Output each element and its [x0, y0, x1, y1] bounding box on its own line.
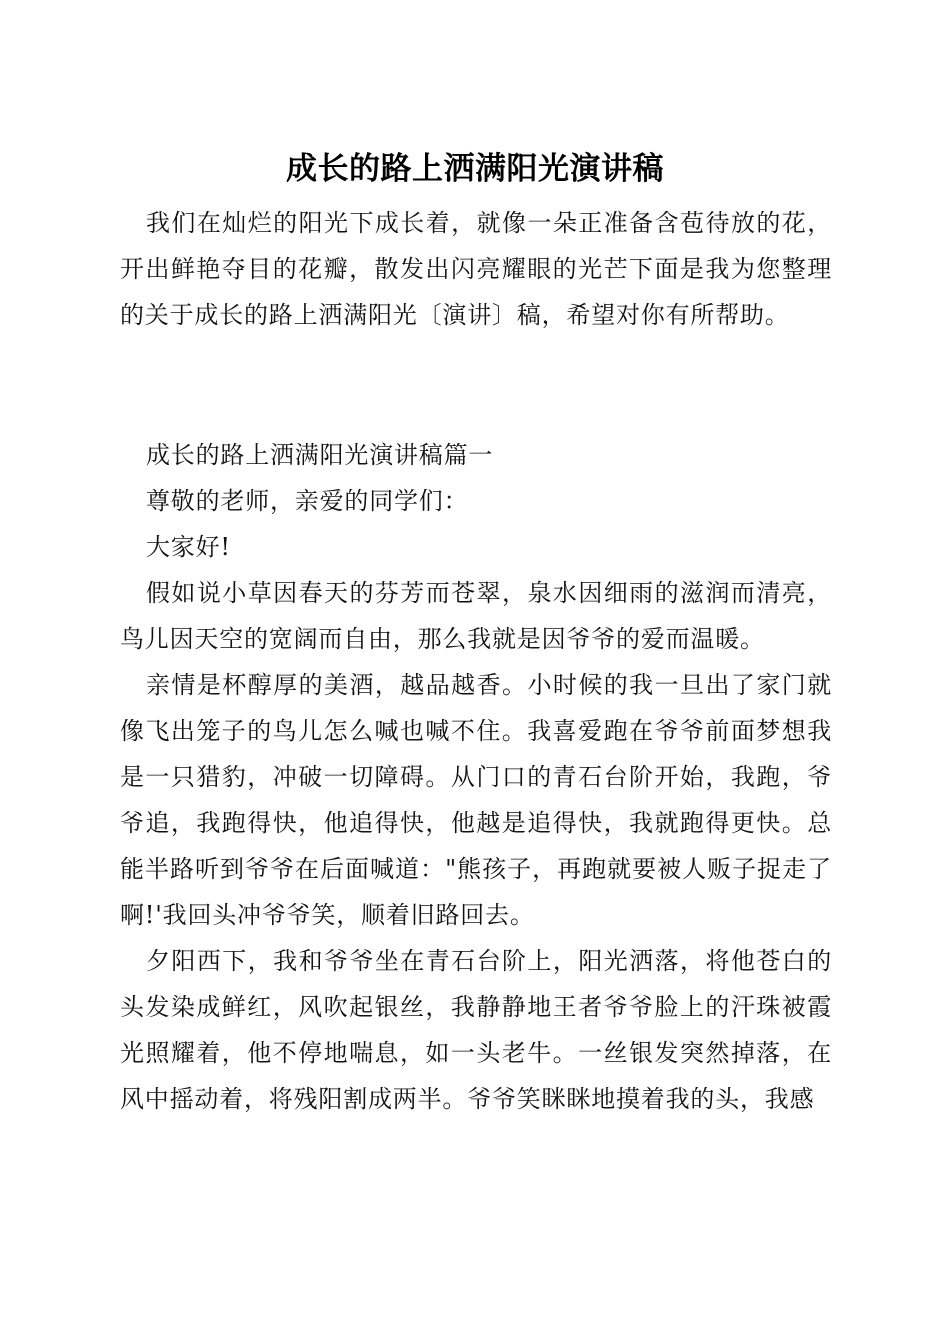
document-body — [120, 200, 832, 1122]
section-spacer — [120, 338, 832, 432]
body-paragraph: 夕阳西下，我和爷爷坐在青石台阶上，阳光洒落，将他苍白的头发染成鲜红，风吹起银丝，我静静地王者爷爷脸上的汗珠被霞光照耀着，他不停地喘息，如一头老牛。一丝银发突然掉落，在风中摇动着，将残阳割成两半。爷爷笑眯眯地摸着我的头，我感 — [120, 947, 832, 1113]
greeting: 大家好! — [146, 533, 231, 561]
section-title: 成长的路上洒满阳光演讲稿篇一 — [146, 441, 494, 469]
body-paragraph: 假如说小草因春天的芬芳而苍翠，泉水因细雨的滋润而清亮，鸟儿因天空的宽阔而自由，那么我就是因爷爷的爱而温暖。 — [120, 579, 832, 653]
body-paragraph: 亲情是杯醇厚的美酒，越品越香。小时候的我一旦出了家门就像飞出笼子的鸟儿怎么喊也喊不住。我喜爱跑在爷爷前面梦想我是一只猎豹，冲破一切障碍。从门口的青石台阶开始，我跑，爷爷追，我跑得快，他追得快，他越是追得快，我就跑得更快。总能半路听到爷爷在后面喊道："熊孩子，再跑就要被人贩子捉走了啊!'我回头冲爷爷笑，顺着旧路回去。 — [120, 671, 832, 929]
document-title: 成长的路上洒满阳光演讲稿 — [286, 151, 664, 187]
intro-paragraph: 我们在灿烂的阳光下成长着，就像一朵正准备含苞待放的花，开出鲜艳夺目的花瓣，散发出闪亮耀眼的光芒下面是我为您整理的关于成长的路上洒满阳光〔演讲〕稿，希望对你有所帮助。 — [120, 209, 832, 329]
salutation: 尊敬的老师，亲爱的同学们： — [146, 487, 469, 515]
